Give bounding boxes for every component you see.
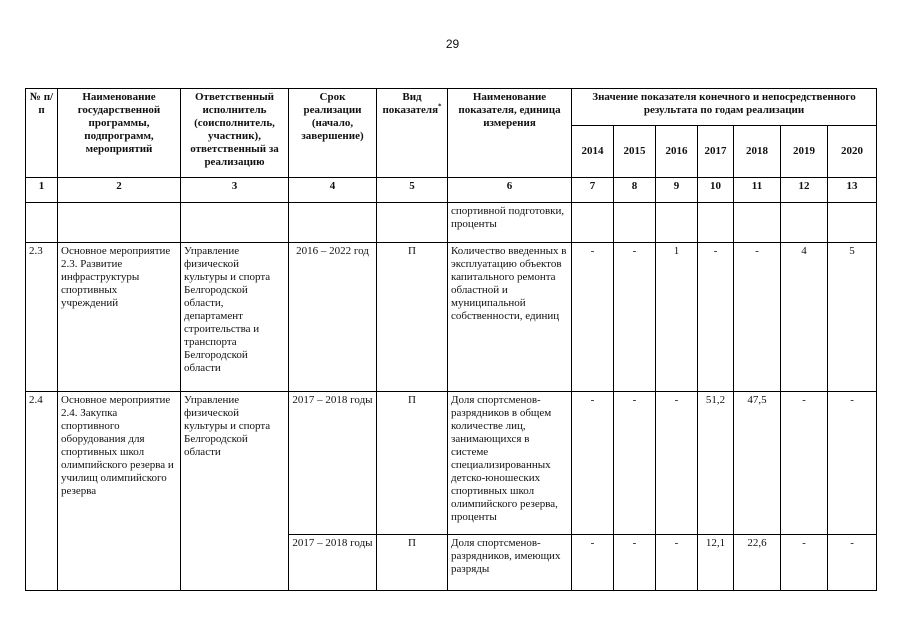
row-value: - [572, 392, 614, 535]
row-value: - [656, 535, 698, 591]
row-name: Основное мероприятие 2.3. Развитие инфраструктуры спортивных учреждений [58, 243, 181, 392]
column-number: 3 [181, 178, 289, 203]
row-value [656, 203, 698, 243]
column-number: 8 [614, 178, 656, 203]
row-value [698, 203, 734, 243]
row-indicator: Доля спортсменов-разрядников в общем количестве лиц, занимающихся в системе специализированных детско-юношеских спортивных школ олимпийского резерва, проценты [448, 392, 572, 535]
row-value: 47,5 [734, 392, 781, 535]
row-period: 2017 – 2018 годы [289, 535, 377, 591]
row-value: - [572, 243, 614, 392]
row-value: - [781, 535, 828, 591]
row-value [828, 203, 877, 243]
row-value: - [614, 535, 656, 591]
row-type [377, 203, 448, 243]
row-value [572, 203, 614, 243]
header-year: 2018 [734, 126, 781, 178]
header-indicator-name: Наименование показателя, единица измерения [448, 89, 572, 178]
column-number: 12 [781, 178, 828, 203]
header-footnote-mark: * [438, 102, 442, 111]
row-value [734, 203, 781, 243]
row-value: 4 [781, 243, 828, 392]
table-row [26, 392, 877, 535]
row-value: - [828, 392, 877, 535]
header-period: Срок реализации (начало, завершение) [289, 89, 377, 178]
row-type: П [377, 243, 448, 392]
column-number: 7 [572, 178, 614, 203]
row-executor [181, 203, 289, 243]
row-name: Основное мероприятие 2.4. Закупка спортивного оборудования для спортивных школ олимпийского резерва и училищ олимпийского резерва [58, 392, 181, 591]
header-program-name: Наименование государственной программы, подпрограмм, мероприятий [58, 89, 181, 178]
column-number: 13 [828, 178, 877, 203]
column-numbers-row [26, 178, 877, 203]
header-values-group: Значение показателя конечного и непосредственного результата по годам реализации [572, 89, 877, 126]
row-value: 1 [656, 243, 698, 392]
header-num: № п/п [26, 89, 58, 178]
table-row [26, 243, 877, 392]
row-executor: Управление физической культуры и спорта Белгородской области, департамент строительства и транспорта Белгородской области [181, 243, 289, 392]
header-row [26, 89, 877, 126]
header-year: 2014 [572, 126, 614, 178]
column-number: 1 [26, 178, 58, 203]
header-year: 2015 [614, 126, 656, 178]
row-value: - [614, 392, 656, 535]
row-value: - [734, 243, 781, 392]
row-type: П [377, 392, 448, 535]
row-value: - [781, 392, 828, 535]
column-number: 2 [58, 178, 181, 203]
row-indicator: спортивной подготовки, проценты [448, 203, 572, 243]
row-value: - [614, 243, 656, 392]
row-period: 2017 – 2018 годы [289, 392, 377, 535]
header-executor: Ответственный исполнитель (соисполнитель, участник), ответственный за реализацию [181, 89, 289, 178]
row-value: - [656, 392, 698, 535]
row-period [289, 203, 377, 243]
header-indicator-type-label: Вид показателя [382, 91, 439, 116]
row-value: 22,6 [734, 535, 781, 591]
table-row [26, 203, 877, 243]
header-year: 2020 [828, 126, 877, 178]
column-number: 9 [656, 178, 698, 203]
row-value [781, 203, 828, 243]
row-value: 12,1 [698, 535, 734, 591]
column-number: 10 [698, 178, 734, 203]
column-number: 4 [289, 178, 377, 203]
row-value: - [698, 243, 734, 392]
row-indicator: Количество введенных в эксплуатацию объектов капитального ремонта областной и муниципальной собственности, единиц [448, 243, 572, 392]
column-number: 11 [734, 178, 781, 203]
row-value [614, 203, 656, 243]
indicators-table [25, 88, 877, 591]
header-year: 2019 [781, 126, 828, 178]
row-num: 2.4 [26, 392, 58, 591]
row-num [26, 203, 58, 243]
header-year: 2017 [698, 126, 734, 178]
row-value: 5 [828, 243, 877, 392]
row-name [58, 203, 181, 243]
row-type: П [377, 535, 448, 591]
header-year: 2016 [656, 126, 698, 178]
row-indicator: Доля спортсменов-разрядников, имеющих разряды [448, 535, 572, 591]
row-executor: Управление физической культуры и спорта Белгородской области [181, 392, 289, 591]
row-value: - [828, 535, 877, 591]
column-number: 6 [448, 178, 572, 203]
page-number: 29 [445, 37, 460, 51]
row-value: 51,2 [698, 392, 734, 535]
row-value: - [572, 535, 614, 591]
header-indicator-type [377, 89, 448, 178]
row-period: 2016 – 2022 год [289, 243, 377, 392]
column-number: 5 [377, 178, 448, 203]
row-num: 2.3 [26, 243, 58, 392]
